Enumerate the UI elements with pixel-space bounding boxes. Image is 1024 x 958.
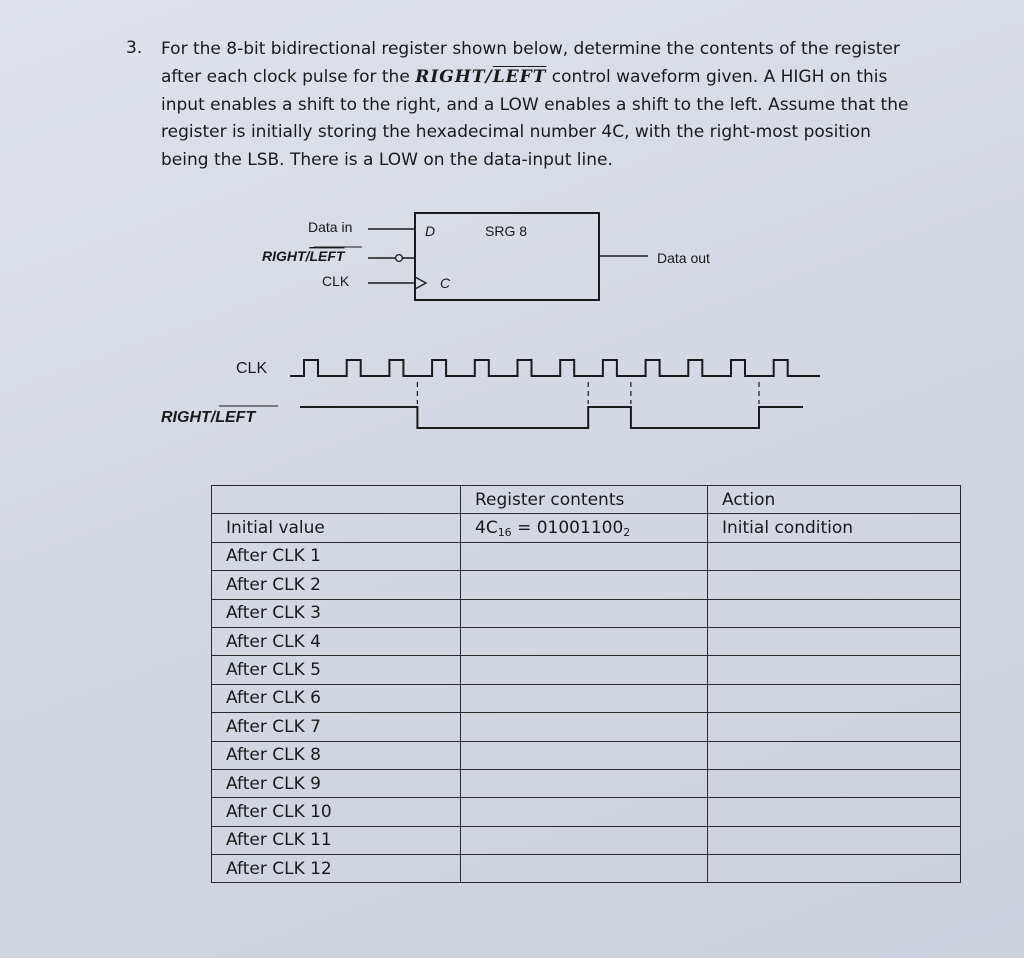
right-left-label [262, 248, 346, 264]
waveforms [290, 360, 820, 428]
table-row [212, 741, 961, 769]
action-cell[interactable] [708, 741, 961, 769]
register-contents-cell[interactable] [461, 656, 708, 684]
control-name-separator: / [485, 66, 493, 87]
row-label: After CLK 5 [212, 656, 461, 684]
action-cell[interactable] [708, 656, 961, 684]
control-name-right: RIGHT [415, 66, 486, 87]
right-left-label-right: RIGHT/ [262, 248, 310, 264]
table-row [212, 713, 961, 741]
contents-binary: = 01001100 [511, 518, 624, 539]
table-row [212, 684, 961, 712]
right-left-waveform [300, 407, 803, 428]
table-row [212, 798, 961, 826]
register-contents-cell[interactable] [461, 599, 708, 627]
register-contents-table [211, 485, 961, 883]
contents-hex: 4C [475, 518, 498, 539]
register-block-diagram [250, 205, 730, 310]
table-row [212, 769, 961, 797]
contents-hex-base: 16 [497, 526, 512, 540]
data-in-label: Data in [308, 219, 353, 235]
row-label: After CLK 4 [212, 627, 461, 655]
data-out-label: Data out [657, 250, 710, 266]
clk-waveform [290, 360, 820, 376]
table-header-row [212, 486, 961, 514]
row-label: After CLK 1 [212, 542, 461, 570]
d-pin-label: D [425, 223, 436, 239]
register-contents-cell[interactable] [461, 769, 708, 797]
contents-binary-base: 2 [623, 526, 631, 540]
register-contents-cell[interactable] [461, 741, 708, 769]
table-row [212, 627, 961, 655]
clk-waveform-label: CLK [236, 360, 268, 377]
table-row-initial [212, 514, 961, 542]
register-contents-cell[interactable] [461, 627, 708, 655]
register-contents-cell [461, 514, 708, 542]
register-contents-cell[interactable] [461, 798, 708, 826]
clock-input-triangle [415, 277, 426, 289]
register-contents-cell[interactable] [461, 571, 708, 599]
action-cell[interactable] [708, 826, 961, 854]
row-label: Initial value [212, 514, 461, 542]
table-row [212, 599, 961, 627]
row-label: After CLK 6 [212, 684, 461, 712]
header-cell-action: Action [708, 486, 961, 514]
table-row [212, 826, 961, 854]
action-cell[interactable] [708, 713, 961, 741]
action-cell[interactable] [708, 599, 961, 627]
row-label: After CLK 12 [212, 855, 461, 883]
action-cell[interactable] [708, 798, 961, 826]
action-cell[interactable] [708, 542, 961, 570]
question-text-part-2: control waveform given. A HIGH on this input enables a shift to the right, and a LOW enables a shift to the left. Assume that the register is initially storing the hexadecimal number 4C, with the right-most position being the LSB. There is a LOW on the data-input line. [161, 66, 909, 171]
question-text [161, 36, 921, 175]
action-cell[interactable] [708, 769, 961, 797]
header-cell-register-contents: Register contents [461, 486, 708, 514]
right-left-label-left: LEFT [309, 248, 345, 264]
action-cell[interactable] [708, 627, 961, 655]
row-label: After CLK 7 [212, 713, 461, 741]
table-row [212, 656, 961, 684]
inversion-bubble [396, 255, 403, 262]
action-cell[interactable] [708, 855, 961, 883]
row-label: After CLK 2 [212, 571, 461, 599]
row-label: After CLK 9 [212, 769, 461, 797]
table-row [212, 571, 961, 599]
register-contents-cell[interactable] [461, 855, 708, 883]
register-contents-cell[interactable] [461, 826, 708, 854]
header-cell-label [212, 486, 461, 514]
register-contents-cell[interactable] [461, 542, 708, 570]
right-left-waveform-label-right: RIGHT/ [161, 409, 216, 426]
timing-diagram [150, 345, 820, 440]
table-row [212, 542, 961, 570]
clk-input-label: CLK [322, 273, 350, 289]
question-text-part-1: For the 8-bit bidirectional register shown below, determine the contents of the register after each clock pulse for the [161, 39, 900, 87]
register-name: SRG 8 [485, 223, 528, 239]
right-left-waveform-label-left: LEFT [215, 409, 256, 426]
row-label: After CLK 11 [212, 826, 461, 854]
action-cell[interactable] [708, 571, 961, 599]
register-contents-cell[interactable] [461, 713, 708, 741]
row-label: After CLK 8 [212, 741, 461, 769]
right-left-waveform-label [161, 409, 256, 426]
register-contents-cell[interactable] [461, 684, 708, 712]
action-cell[interactable] [708, 684, 961, 712]
row-label: After CLK 10 [212, 798, 461, 826]
table-row [212, 855, 961, 883]
row-label: After CLK 3 [212, 599, 461, 627]
action-cell: Initial condition [708, 514, 961, 542]
question-number: 3. [126, 38, 143, 58]
control-name-left: LEFT [492, 66, 547, 87]
c-pin-label: C [440, 275, 451, 291]
